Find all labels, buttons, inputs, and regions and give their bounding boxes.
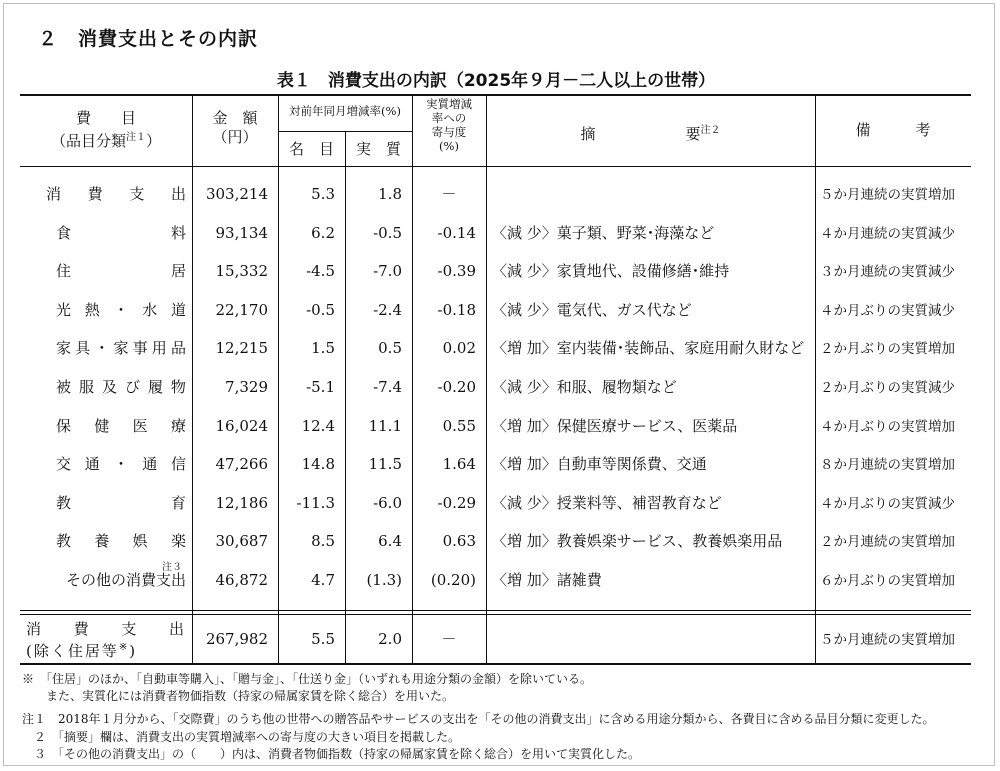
item-name-char: 通 [142, 455, 158, 474]
item-name-note: 注３ [162, 562, 182, 573]
remarks-cell: ２か月ぶりの実質減少 [820, 380, 955, 396]
remarks-cell: ６か月ぶりの実質増加 [820, 573, 955, 589]
nominal-rate-cell: 1.5 [311, 339, 335, 358]
header-bottom-rule [20, 166, 971, 167]
nominal-rate-cell: -5.1 [306, 378, 335, 396]
nominal-rate-cell: 4.7 [311, 571, 335, 589]
header-contrib-l1: 実質増減 [426, 97, 472, 111]
amount-cell: 22,170 [215, 300, 268, 319]
item-name-char: ・ [113, 300, 129, 319]
amount-cell: 47,266 [215, 455, 268, 474]
last-row-name-line2 [26, 639, 137, 660]
row-item-name [56, 417, 186, 435]
nominal-rate-cell: -11.3 [296, 493, 335, 512]
row-item-name [56, 224, 186, 242]
header-real-cell [345, 140, 412, 159]
real-rate-cell: -0.5 [373, 223, 402, 242]
remarks-cell: ４か月ぶりの実質減少 [820, 495, 955, 512]
item-name-char: ・ [94, 339, 110, 358]
amount-cell: 16,024 [215, 416, 268, 435]
row-item-name [56, 339, 186, 357]
last-row-name-text: (除く住居等 [26, 642, 119, 660]
real-rate-cell: -6.0 [373, 493, 402, 512]
contribution-cell: 0.02 [442, 339, 476, 358]
item-name-char: 消 [46, 185, 62, 203]
summary-cell: 〈減 少〉和服、履物類など [492, 378, 677, 396]
item-name-char: 事 [132, 339, 148, 358]
amount-cell: 15,332 [215, 262, 268, 281]
footnote-line: ※ 「住居」のほか、「自動車等購入」、「贈与金」、「仕送り金」（いずれも用途分類の金額）を除いている。 [22, 672, 593, 686]
header-contrib-l3: 寄与度 [431, 125, 467, 139]
contribution-cell: -0.39 [437, 262, 476, 281]
row-item-name [56, 532, 186, 550]
header-contrib-l2: 率への [431, 111, 467, 125]
table-bottom-rule [20, 663, 971, 665]
item-name-char: 療 [170, 416, 186, 435]
summary-cell: 〈増 加〉諸雑費 [492, 571, 602, 589]
contribution-cell: (0.20) [430, 571, 476, 589]
item-name-char: 娯 [132, 532, 148, 551]
row-item-name [56, 494, 186, 512]
item-name-char: 家 [56, 339, 72, 358]
header-amount [192, 109, 278, 147]
last-row-name-mark: ※ [118, 642, 130, 653]
item-name-char: 費 [73, 620, 89, 638]
summary-cell: 〈減 少〉電気代、ガス代など [492, 300, 692, 319]
amount-cell: 93,134 [215, 223, 268, 242]
real-rate-cell: (1.3) [366, 571, 402, 589]
item-name-char: 支 [121, 620, 137, 638]
header-item [20, 109, 192, 151]
real-rate-cell: 11.5 [368, 455, 402, 474]
real-rate-cell: 2.0 [378, 630, 402, 648]
item-name-char: 品 [170, 339, 186, 358]
nominal-rate-cell: 5.3 [311, 185, 335, 203]
last-row-name-close: ) [129, 642, 138, 660]
item-name-char: 消 [26, 620, 42, 638]
header-nominal-cell [278, 140, 345, 159]
item-name-char: 育 [170, 493, 186, 512]
real-rate-cell: -7.4 [373, 378, 402, 396]
header-amount-line2: （円） [212, 128, 258, 146]
item-name-char: 道 [170, 300, 186, 319]
table-top-rule [20, 94, 971, 96]
header-contrib-l4: (%) [439, 139, 459, 153]
remarks-cell: ５か月連続の実質増加 [820, 632, 955, 648]
header-contrib [412, 97, 486, 153]
summary-cell: 〈増 加〉教養娯楽サービス、教養娯楽用品 [492, 532, 783, 551]
item-name-char: 服 [78, 378, 94, 396]
contribution-cell: － [441, 630, 457, 648]
row-item-name [56, 455, 186, 473]
item-name-char: 養 [94, 532, 110, 551]
contribution-cell: -0.20 [437, 378, 476, 396]
item-name-char: 信 [170, 455, 186, 474]
item-name-char: 履 [147, 378, 163, 396]
remarks-cell: ４か月連続の実質減少 [820, 225, 955, 242]
item-name-char: 教 [56, 493, 72, 512]
table-caption: 表１ 消費支出の内訳（2025年９月－二人以上の世帯） [276, 71, 716, 91]
row-item-name [56, 378, 186, 396]
item-name-char: 健 [94, 416, 110, 435]
contribution-cell: 0.63 [442, 532, 476, 551]
item-name-char: ・ [113, 455, 129, 474]
summary-cell: 〈減 少〉菓子類、野菜･海藻など [492, 223, 715, 242]
item-name-char: 費 [87, 185, 103, 203]
remarks-cell: ４か月ぶりの実質増加 [820, 418, 955, 435]
contribution-cell: -0.14 [437, 223, 476, 242]
item-name-char: 支 [129, 185, 145, 203]
item-name-char: 楽 [170, 532, 186, 551]
remarks-cell: ３か月連続の実質減少 [820, 264, 955, 281]
item-name-char: 住 [56, 262, 72, 281]
column-rule [815, 94, 816, 663]
item-name-char: 熱 [84, 300, 100, 319]
contribution-cell: -0.18 [437, 300, 476, 319]
item-name-char: 及 [101, 378, 117, 396]
header-amount-line1: 金 額 [212, 109, 258, 127]
header-item-note: 注１ [126, 132, 146, 143]
header-remarks-cell [815, 121, 971, 140]
header-nominal: 名 目 [288, 140, 334, 158]
contribution-cell: 1.64 [442, 455, 476, 474]
nominal-rate-cell: 12.4 [301, 416, 335, 435]
item-name-char: 光 [56, 300, 72, 319]
amount-cell: 267,982 [205, 630, 268, 648]
header-real: 実 質 [355, 140, 401, 158]
row-item-name [56, 301, 186, 319]
item-name-char: 具 [75, 339, 91, 358]
item-name-char: 家 [113, 339, 129, 358]
footnote-line: また、実質化には消費者物価指数（持家の帰属家賃を除く総合）を用いた。 [22, 689, 455, 703]
amount-cell: 12,215 [215, 339, 268, 358]
header-summary-note: 注２ [700, 125, 721, 136]
contribution-cell: 0.55 [442, 416, 476, 435]
header-item-line2: （品目分類 [50, 132, 126, 150]
real-rate-cell: 11.1 [368, 416, 402, 435]
item-name-char: その他の消費支出 [65, 571, 186, 589]
header-item-line1: 費 目 [75, 109, 136, 127]
amount-cell: 12,186 [215, 493, 268, 512]
item-name-char: 料 [170, 223, 186, 242]
double-rule-lower [20, 614, 971, 615]
double-rule-upper [20, 610, 971, 611]
item-name-char: 出 [168, 620, 184, 638]
item-name-char: 通 [84, 455, 100, 474]
item-name-char: 食 [56, 223, 72, 242]
remarks-cell: ８か月連続の実質増加 [820, 457, 955, 474]
nominal-rate-cell: -4.5 [306, 262, 335, 281]
real-rate-cell: 1.8 [378, 185, 402, 203]
remarks-cell: ２か月連続の実質増加 [820, 534, 955, 551]
summary-cell: 〈減 少〉授業料等、補習教育など [492, 493, 722, 512]
contribution-cell: -0.29 [437, 493, 476, 512]
amount-cell: 303,214 [205, 185, 268, 203]
item-name-char: 被 [56, 378, 72, 396]
summary-cell: 〈減 少〉家賃地代、設備修繕･維持 [492, 262, 730, 281]
remarks-cell: ２か月ぶりの実質増加 [820, 341, 955, 358]
amount-cell: 7,329 [225, 378, 268, 396]
header-yoy: 対前年同月増減率(%) [289, 104, 401, 118]
item-name-char: 保 [56, 416, 72, 435]
item-name-char: 交 [56, 455, 72, 474]
real-rate-cell: 6.4 [378, 532, 402, 551]
item-name-char: 医 [132, 416, 148, 435]
nominal-rate-cell: 14.8 [301, 455, 335, 474]
item-name-char: 居 [170, 262, 186, 281]
footnote-line: ２ 「摘要」欄は、消費支出の実質増減率への寄与度の大きい項目を掲載した。 [22, 730, 461, 744]
item-name-char: 教 [56, 532, 72, 551]
footnote-line: ３ 「その他の消費支出」の（ ）内は、消費者物価指数（持家の帰属家賃を除く総合）を用いて実質化した。 [22, 747, 641, 761]
header-summary: 摘 要 [580, 125, 701, 143]
real-rate-cell: -2.4 [373, 300, 402, 319]
nominal-rate-cell: 6.2 [311, 223, 335, 242]
summary-cell: 〈増 加〉自動車等関係費、交通 [492, 455, 707, 474]
summary-cell: 〈増 加〉保健医療サービス、医薬品 [492, 416, 738, 435]
item-name-char: び [124, 378, 140, 396]
footnote-line: 注１ 2018年１月分から、「交際費」のうち他の世帯への贈答品やサービスの支出を「その他の消費支出」に含める用途分類から、各費目に含める品目分類に変更した。 [22, 712, 935, 726]
real-rate-cell: -7.0 [373, 262, 402, 281]
header-item-close: ） [146, 132, 162, 150]
nominal-rate-cell: -0.5 [306, 300, 335, 319]
row-item-name [56, 262, 186, 280]
nominal-rate-cell: 8.5 [311, 532, 335, 551]
real-rate-cell: 0.5 [378, 339, 402, 358]
item-name-char: 水 [142, 300, 158, 319]
last-row-name-line1 [26, 620, 184, 638]
row-item-name [46, 185, 186, 203]
column-rule [486, 94, 487, 663]
remarks-cell: ４か月ぶりの実質減少 [820, 302, 955, 319]
item-name-char: 物 [170, 378, 186, 396]
header-yoy-group [278, 104, 412, 118]
amount-cell: 46,872 [215, 571, 268, 589]
section-title: ２ 消費支出とその内訳 [38, 28, 259, 50]
item-name-char: 用 [151, 339, 167, 358]
contribution-cell: － [441, 185, 457, 203]
nominal-rate-cell: 5.5 [311, 630, 335, 648]
summary-cell: 〈増 加〉室内装備･装飾品、家庭用耐久財など [492, 339, 805, 358]
header-remarks: 備 考 [855, 121, 931, 139]
header-summary-cell [486, 121, 815, 144]
item-name-char: 出 [170, 185, 186, 203]
amount-cell: 30,687 [215, 532, 268, 551]
remarks-cell: ５か月連続の実質増加 [820, 187, 955, 203]
